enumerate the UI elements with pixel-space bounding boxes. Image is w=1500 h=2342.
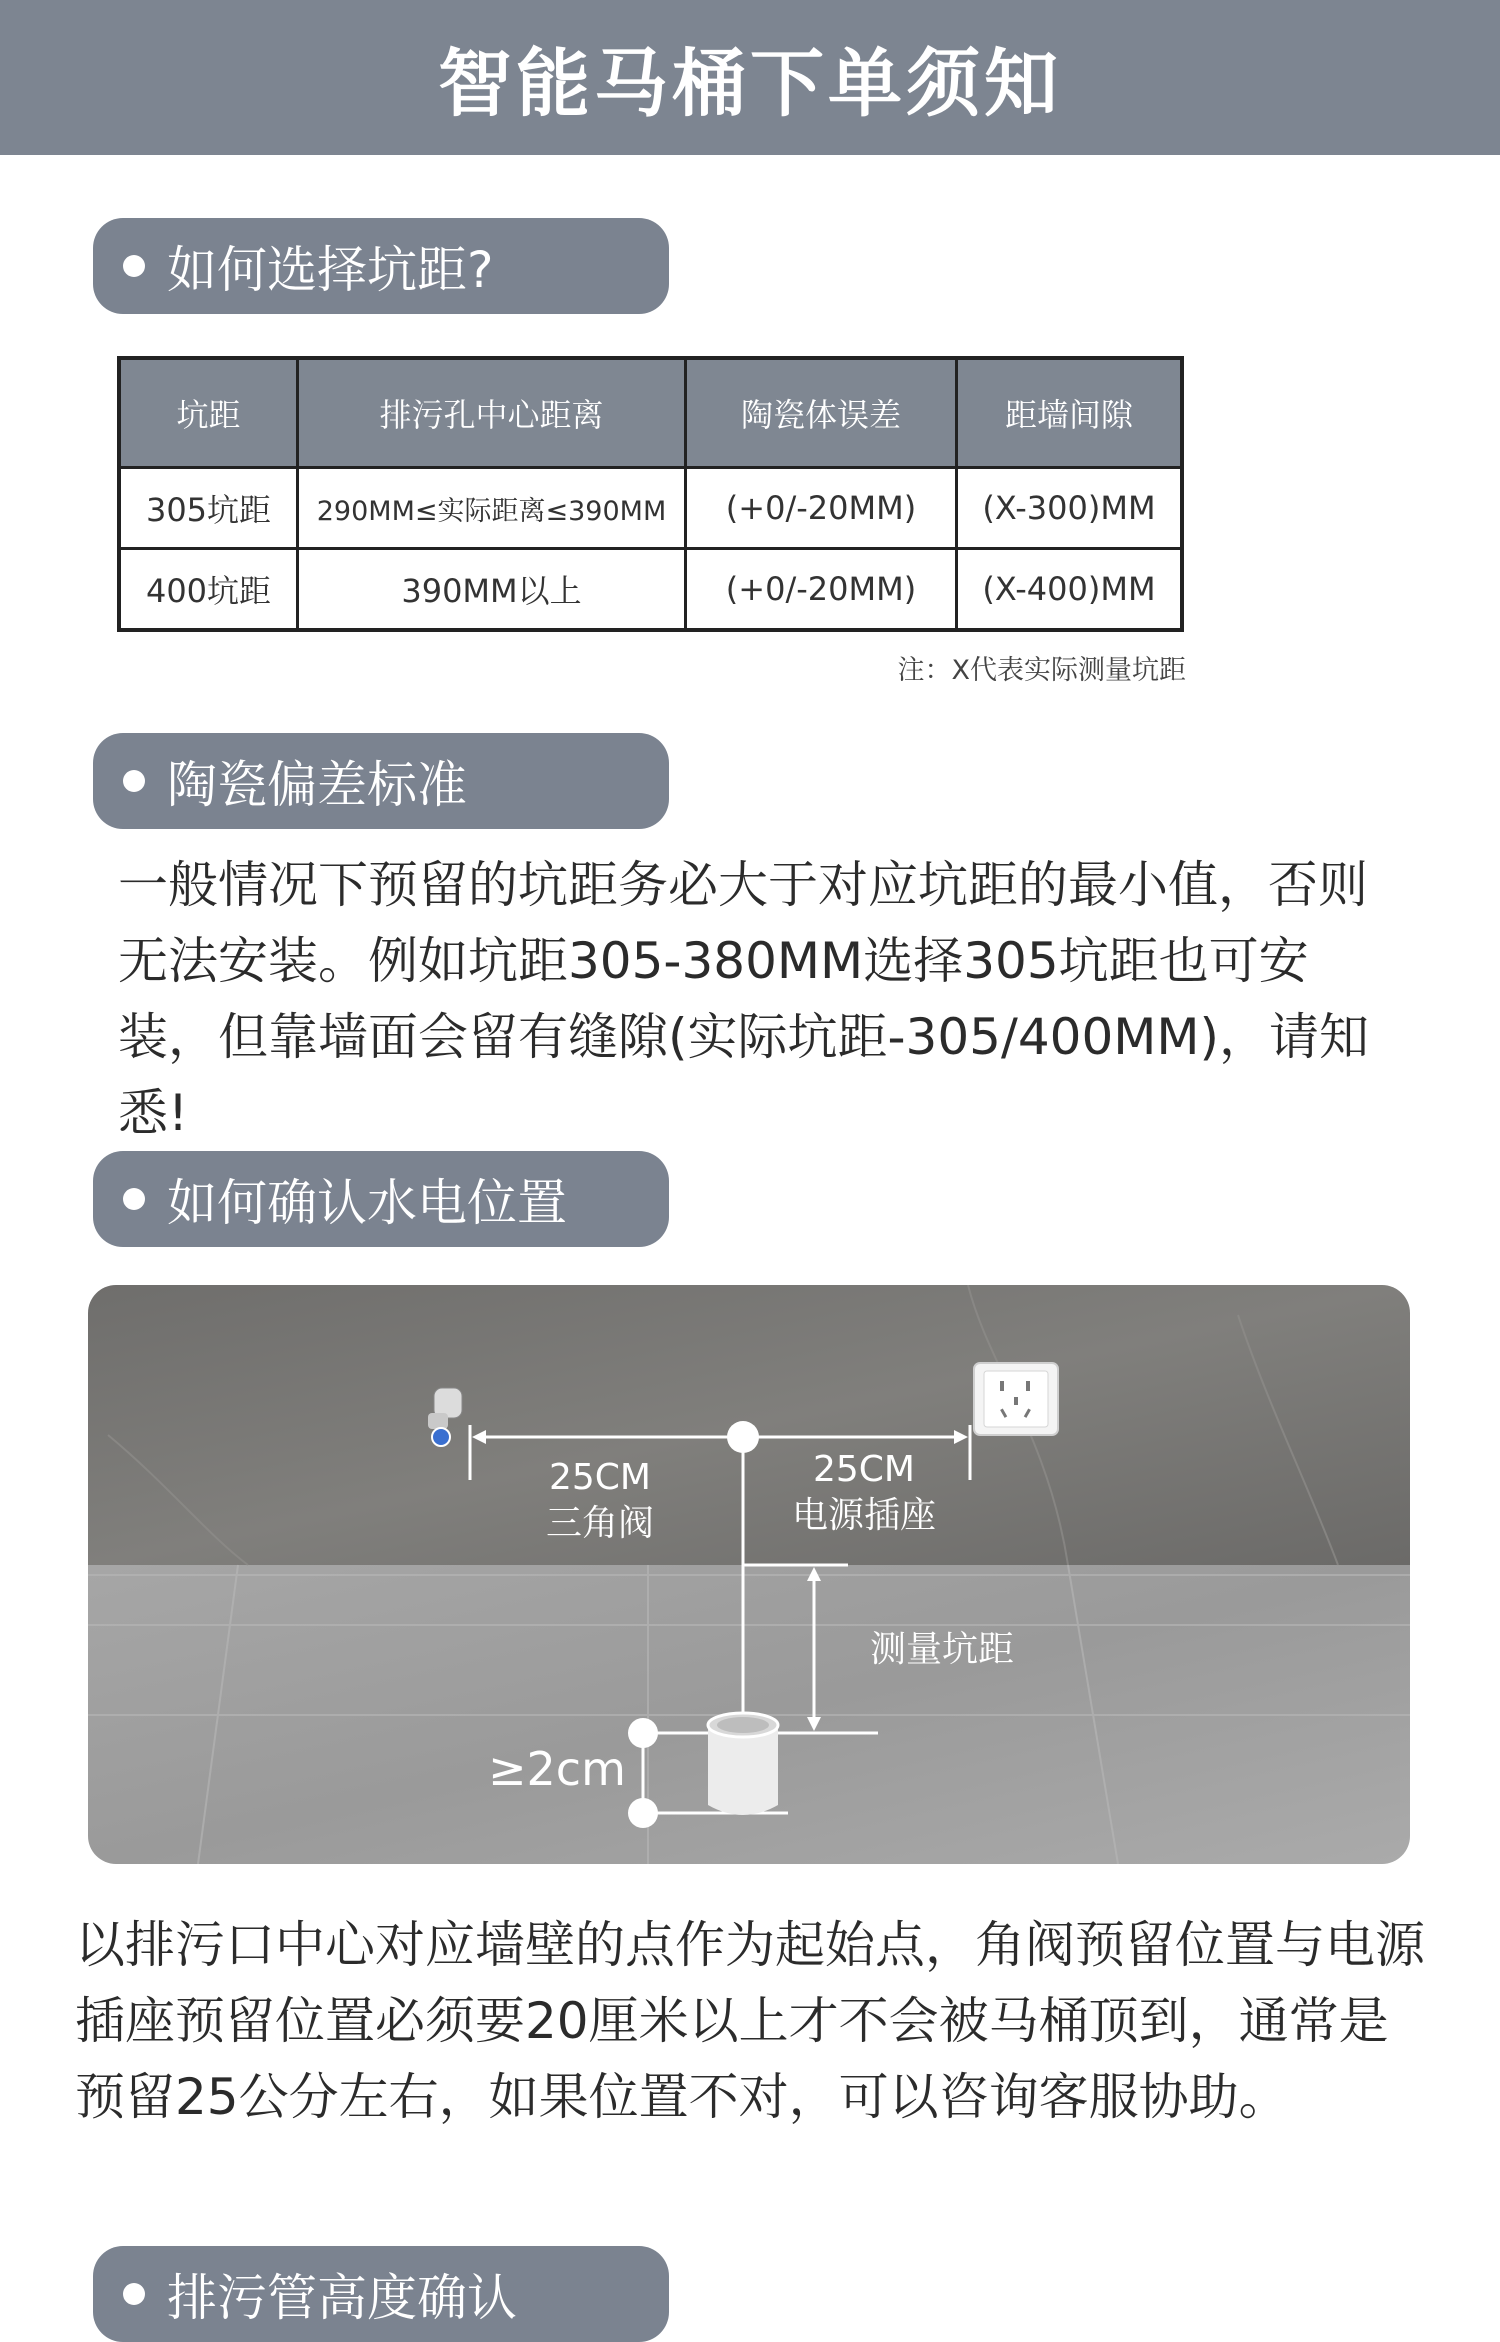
table-cell: 390MM以上 xyxy=(298,549,686,631)
table-cell: (X-400)MM xyxy=(957,549,1183,631)
table-note: 注：X代表实际测量坑距 xyxy=(897,655,1186,686)
water-power-diagram xyxy=(88,1285,1410,1864)
table-cell: 305坑距 xyxy=(119,468,298,549)
gap-bottom-marker xyxy=(628,1798,658,1828)
table-row xyxy=(119,549,1182,631)
angle-valve-label: 三角阀 xyxy=(545,1503,655,1544)
section-heading-label: 如何确认水电位置 xyxy=(167,1174,567,1232)
section-heading-label: 排污管高度确认 xyxy=(167,2269,517,2327)
section-heading-pit-distance xyxy=(93,218,669,314)
table-cell: 290MM≤实际距离≤390MM xyxy=(298,468,686,549)
table-header-cell: 排污孔中心距离 xyxy=(298,358,686,468)
ceramic-paragraph: 一般情况下预留的坑距务必大于对应坑距的最小值，否则无法安装。例如坑距305-380MM选择305坑距也可安装，但靠墙面会留有缝隙(实际坑距-305/400MM)，请知悉! xyxy=(118,856,1370,1142)
measure-pit-label: 测量坑距 xyxy=(869,1629,1015,1670)
bullet-dot-icon xyxy=(123,1188,145,1210)
table-cell: (+0/-20MM) xyxy=(686,549,957,631)
origin-point-marker xyxy=(727,1421,759,1453)
left-distance-value: 25CM xyxy=(548,1457,652,1498)
bullet-dot-icon xyxy=(123,2283,145,2305)
section-heading-water-power xyxy=(93,1151,669,1247)
table-cell: (X-300)MM xyxy=(957,468,1183,549)
power-socket-label: 电源插座 xyxy=(791,1495,937,1536)
gap-top-marker xyxy=(628,1718,658,1748)
pit-distance-table xyxy=(117,356,1184,632)
header-banner xyxy=(0,0,1500,155)
page-title: 智能马桶下单须知 xyxy=(438,40,1062,127)
bullet-dot-icon xyxy=(123,770,145,792)
right-distance-value: 25CM xyxy=(812,1449,916,1490)
table-cell: (+0/-20MM) xyxy=(686,468,957,549)
table-header-cell: 陶瓷体误差 xyxy=(686,358,957,468)
section-heading-label: 陶瓷偏差标准 xyxy=(167,756,467,814)
table-cell: 400坑距 xyxy=(119,549,298,631)
table-header-cell: 距墙间隙 xyxy=(957,358,1183,468)
table-header-cell: 坑距 xyxy=(119,358,298,468)
section-heading-ceramic xyxy=(93,733,669,829)
position-paragraph: 以排污口中心对应墙壁的点作为起始点，角阀预留位置与电源插座预留位置必须要20厘米以上才不会被马桶顶到，通常是预留25公分左右，如果位置不对，可以咨询客服协助。 xyxy=(75,1916,1425,2126)
bullet-dot-icon xyxy=(123,255,145,277)
table-header-row xyxy=(119,358,1182,468)
power-socket-icon xyxy=(974,1363,1058,1435)
drain-pipe-icon xyxy=(708,1713,778,1815)
gap-label: ≥2cm xyxy=(488,1742,626,1796)
table-row xyxy=(119,468,1182,549)
section-heading-label: 如何选择坑距? xyxy=(167,241,494,299)
section-heading-drain-height xyxy=(93,2246,669,2342)
